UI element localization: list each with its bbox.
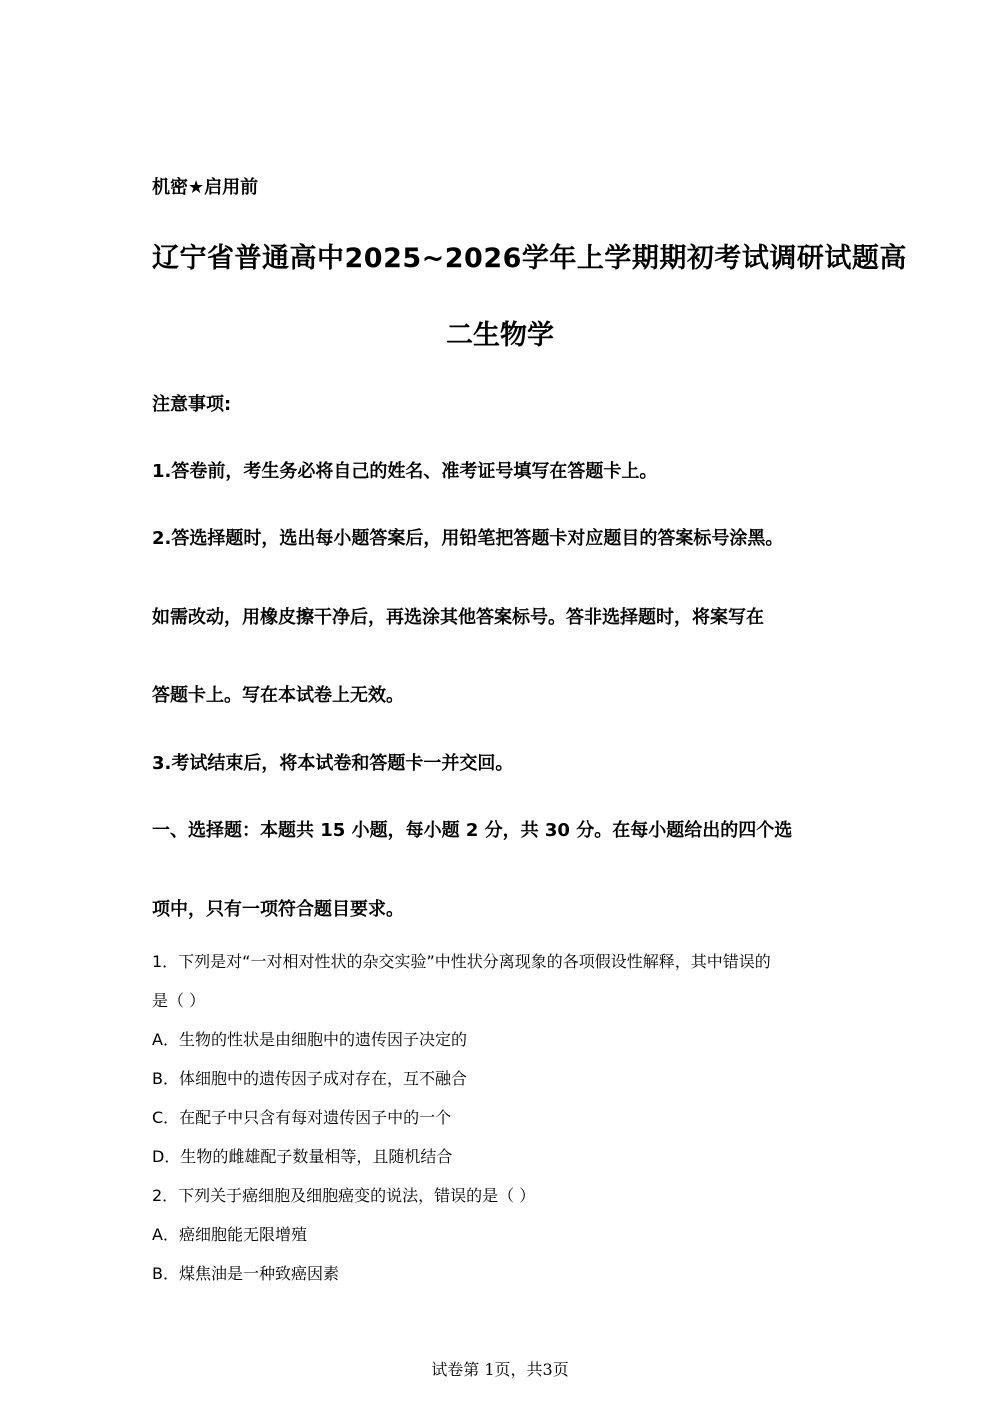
notice-item-2-line-2: 如需改动，用橡皮擦干净后，再选涂其他答案标号。答非选择题时，将案写在 [152, 607, 764, 628]
exam-title-line-2: 二生物学 [446, 320, 554, 351]
question-1-stem-line-1: 1．下列是对“一对相对性状的杂交实验”中性状分离现象的各项假设性解释，其中错误的 [152, 952, 771, 971]
question-1-option-a: A．生物的性状是由细胞中的遗传因子决定的 [152, 1030, 467, 1049]
section-heading-line-2: 项中，只有一项符合题目要求。 [152, 899, 404, 920]
question-1-option-d: D．生物的雌雄配子数量相等，且随机结合 [152, 1147, 453, 1166]
page-footer: 试卷第 1页，共3页 [431, 1360, 569, 1379]
notice-item-1: 1.答卷前，考生务必将自己的姓名、准考证号填写在答题卡上。 [152, 461, 658, 482]
question-2-option-a: A．癌细胞能无限增殖 [152, 1225, 307, 1244]
question-1-option-b: B．体细胞中的遗传因子成对存在，互不融合 [152, 1069, 467, 1088]
question-2-stem: 2．下列关于癌细胞及细胞癌变的说法，错误的是（ ） [152, 1186, 536, 1205]
notice-heading: 注意事项: [152, 394, 232, 415]
notice-item-2-line-3: 答题卡上。写在本试卷上无效。 [152, 685, 404, 706]
question-1-option-c: C．在配子中只含有每对遗传因子中的一个 [152, 1108, 452, 1127]
exam-title-line-1: 辽宁省普通高中2025~2026学年上学期期初考试调研试题高 [152, 243, 907, 274]
notice-item-2-line-1: 2.答选择题时，选出每小题答案后，用铅笔把答题卡对应题目的答案标号涂黑。 [152, 528, 784, 549]
section-heading-line-1: 一、选择题：本题共 15 小题，每小题 2 分，共 30 分。在每小题给出的四个选 [152, 820, 793, 841]
question-1-stem-line-2: 是（ ） [152, 991, 206, 1010]
notice-item-3: 3.考试结束后，将本试卷和答题卡一并交回。 [152, 753, 514, 774]
confidential-mark: 机密★启用前 [152, 177, 259, 198]
question-2-option-b: B．煤焦油是一种致癌因素 [152, 1264, 339, 1283]
